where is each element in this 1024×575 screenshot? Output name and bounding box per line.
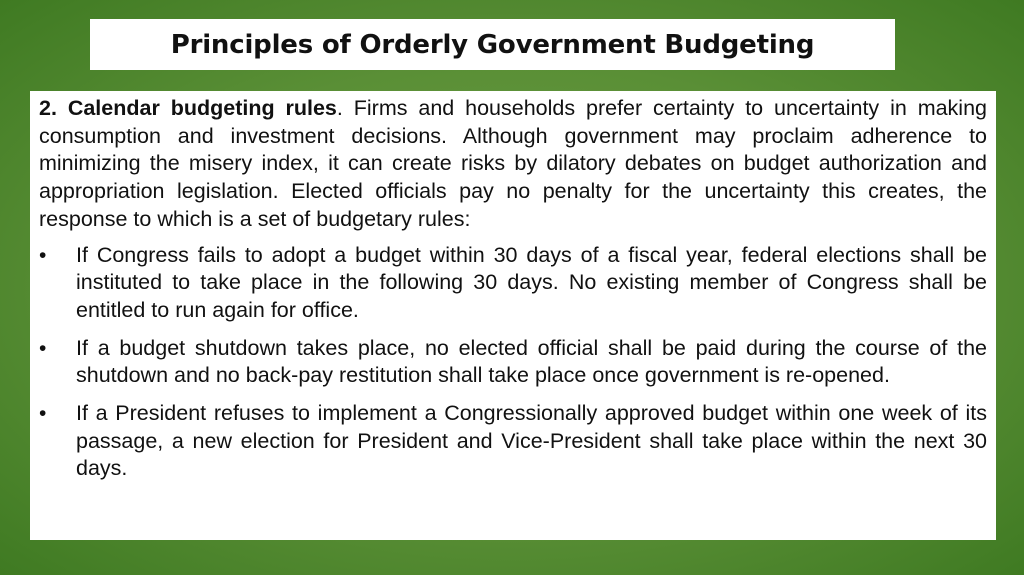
bullet-list [39, 242, 987, 484]
bullet-item-congress [39, 242, 987, 325]
bullet-item-president [39, 400, 987, 483]
intro-text: . Firms and households prefer certainty to uncertainty in making consumption and investment decisions. Although government may proclaim adherence to minimizing the misery index, it can create risks by dilatory debates on budget authorization and appropriation legislation. Elected officials pay no penalty for the uncertainty this creates, the response to which is a set of budgetary rules: [39, 96, 988, 231]
content-box [30, 91, 996, 540]
title-box [90, 19, 895, 70]
bullet-text: If Congress fails to adopt a budget within 30 days of a fiscal year, federal elections shall be instituted to take place in the following 30 days. No existing member of Congress shall be entitled to run again for office. [76, 242, 987, 322]
intro-heading: 2. Calendar budgeting rules [39, 96, 337, 120]
intro-paragraph [39, 95, 987, 234]
slide-title: Principles of Orderly Government Budgeting [170, 29, 815, 60]
bullet-icon: • [39, 402, 47, 426]
bullet-icon: • [39, 243, 47, 267]
bullet-text: If a budget shutdown takes place, no elected official shall be paid during the course of the shutdown and no back-pay restitution shall take place once government is re-opened. [76, 335, 987, 388]
bullet-item-shutdown [39, 335, 987, 390]
bullet-icon: • [39, 336, 47, 360]
bullet-text: If a President refuses to implement a Congressionally approved budget within one week of its passage, a new election for President and Vice-President shall take place within the next 30 days. [76, 401, 987, 481]
